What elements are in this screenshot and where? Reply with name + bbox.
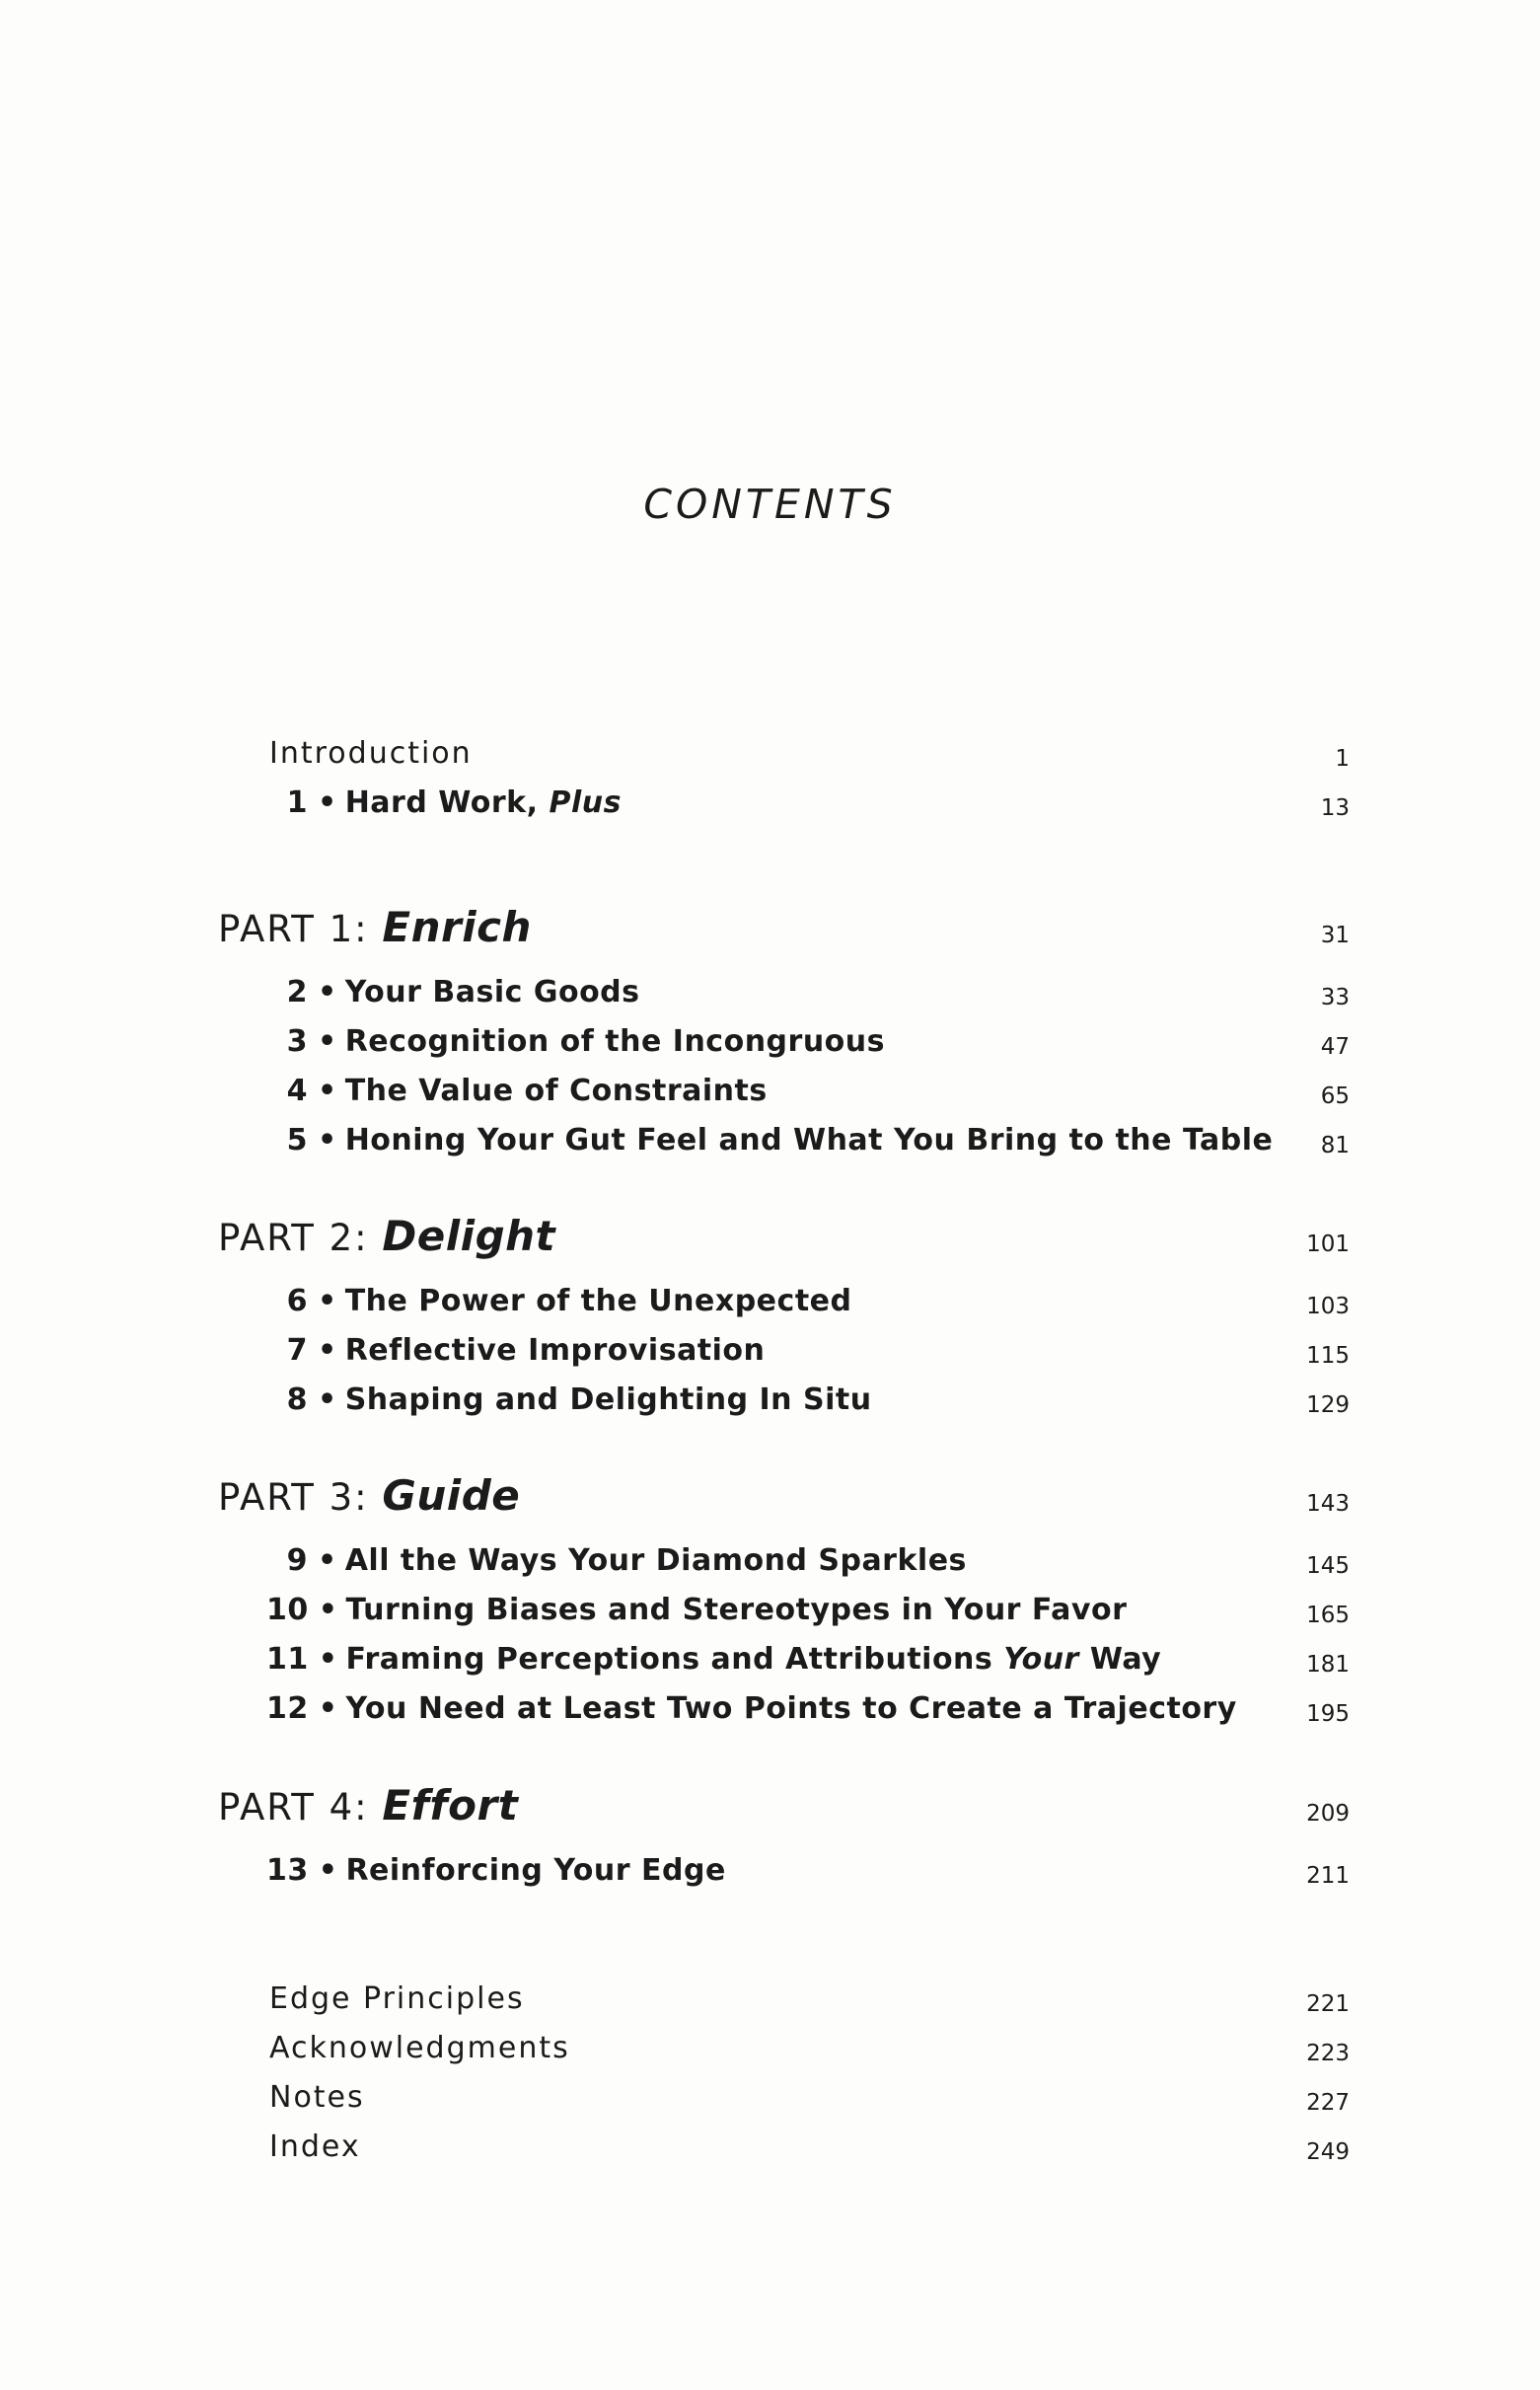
part-name: Enrich <box>382 903 532 951</box>
chapter-label <box>266 1593 1127 1627</box>
chapter-number: 10 <box>266 1593 309 1627</box>
chapter-number: 9 <box>286 1543 308 1578</box>
part-name: Effort <box>382 1781 519 1830</box>
chapter-number: 2 <box>286 975 308 1009</box>
chapter-label <box>266 1543 967 1578</box>
bullet-icon: • <box>318 1284 337 1318</box>
chapter-label <box>266 1333 765 1368</box>
page-number: 1 <box>1335 746 1350 772</box>
part-heading <box>218 1212 555 1260</box>
chapter-label <box>266 1284 851 1318</box>
page-number: 101 <box>1306 1232 1350 1257</box>
chapter-label <box>266 785 622 820</box>
chapter-number: 7 <box>286 1333 308 1368</box>
bullet-icon: • <box>318 1642 338 1677</box>
page-number: 223 <box>1306 2041 1350 2066</box>
part-name: Guide <box>382 1471 521 1520</box>
bullet-icon: • <box>318 1543 337 1578</box>
part-prefix: PART 4: <box>218 1786 369 1829</box>
chapter-number: 11 <box>266 1642 309 1677</box>
page-number: 103 <box>1306 1294 1350 1319</box>
chapter-title: The Value of Constraints <box>344 1074 768 1108</box>
bullet-icon: • <box>318 1024 337 1059</box>
page-number: 13 <box>1320 795 1350 821</box>
chapter-number: 5 <box>286 1123 308 1158</box>
part-heading <box>218 903 532 951</box>
page-number: 165 <box>1306 1603 1350 1628</box>
bullet-icon: • <box>318 1382 337 1417</box>
bullet-icon: • <box>318 1593 338 1627</box>
page-number: 33 <box>1320 985 1350 1010</box>
chapter-label <box>266 1853 726 1888</box>
chapter-label <box>266 975 640 1009</box>
page-number: 181 <box>1306 1652 1350 1678</box>
chapter-number: 12 <box>266 1691 309 1726</box>
part-prefix: PART 2: <box>218 1217 369 1259</box>
chapter-number: 4 <box>286 1074 308 1108</box>
chapter-title: Hard Work, <box>344 785 539 820</box>
page-number: 249 <box>1306 2139 1350 2165</box>
chapter-title: Framing Perceptions and Attributions <box>345 1642 993 1677</box>
chapter-title: Your Basic Goods <box>344 975 640 1009</box>
bullet-icon: • <box>318 1691 338 1726</box>
chapter-title-italic: Plus <box>549 785 622 820</box>
bullet-icon: • <box>318 785 337 820</box>
chapter-label <box>266 1123 1273 1158</box>
page-title: CONTENTS <box>643 481 897 529</box>
chapter-number: 8 <box>286 1382 308 1417</box>
page-number: 209 <box>1306 1801 1350 1827</box>
entry-label: Notes <box>269 2080 365 2115</box>
bullet-icon: • <box>318 1333 337 1368</box>
entry-label: Edge Principles <box>269 1981 525 2016</box>
page-number: 31 <box>1320 923 1350 948</box>
page-number: 143 <box>1306 1491 1350 1517</box>
bullet-icon: • <box>318 1074 337 1108</box>
chapter-title-after: Way <box>1089 1642 1162 1677</box>
chapter-label <box>266 1642 1161 1677</box>
chapter-label <box>266 1024 885 1059</box>
chapter-title-italic: Your <box>1003 1642 1079 1677</box>
chapter-title: The Power of the Unexpected <box>344 1284 852 1318</box>
chapter-number: 1 <box>286 785 308 820</box>
entry-label: Introduction <box>269 736 473 771</box>
page-number: 65 <box>1320 1083 1350 1109</box>
bullet-icon: • <box>318 1123 337 1158</box>
page-number: 145 <box>1306 1553 1350 1579</box>
page-number: 195 <box>1306 1701 1350 1727</box>
chapter-number: 13 <box>266 1853 309 1888</box>
page-number: 227 <box>1306 2090 1350 2116</box>
chapter-label <box>266 1074 768 1108</box>
bullet-icon: • <box>318 1853 338 1888</box>
entry-label: Acknowledgments <box>269 2031 570 2065</box>
chapter-number: 3 <box>286 1024 308 1059</box>
part-name: Delight <box>382 1212 556 1260</box>
chapter-label <box>266 1691 1237 1726</box>
page-number: 115 <box>1306 1343 1350 1369</box>
chapter-title: Recognition of the Incongruous <box>344 1024 885 1059</box>
chapter-title: Honing Your Gut Feel and What You Bring to the Table <box>344 1123 1274 1158</box>
bullet-icon: • <box>318 975 337 1009</box>
page-number: 81 <box>1320 1133 1350 1158</box>
part-heading <box>218 1781 518 1830</box>
chapter-title: Shaping and Delighting In Situ <box>344 1382 872 1417</box>
chapter-label <box>266 1382 872 1417</box>
page-number: 211 <box>1306 1863 1350 1889</box>
part-prefix: PART 3: <box>218 1476 369 1519</box>
entry-label: Index <box>269 2129 361 2164</box>
chapter-number: 6 <box>286 1284 308 1318</box>
part-prefix: PART 1: <box>218 908 369 950</box>
chapter-title: Reinforcing Your Edge <box>345 1853 726 1888</box>
chapter-title: Turning Biases and Stereotypes in Your Favor <box>345 1593 1128 1627</box>
page-number: 129 <box>1306 1392 1350 1418</box>
part-heading <box>218 1471 520 1520</box>
chapter-title: You Need at Least Two Points to Create a Trajectory <box>345 1691 1237 1726</box>
page-number: 47 <box>1320 1034 1350 1060</box>
chapter-title: Reflective Improvisation <box>344 1333 766 1368</box>
page-number: 221 <box>1306 1991 1350 2017</box>
chapter-title: All the Ways Your Diamond Sparkles <box>344 1543 967 1578</box>
